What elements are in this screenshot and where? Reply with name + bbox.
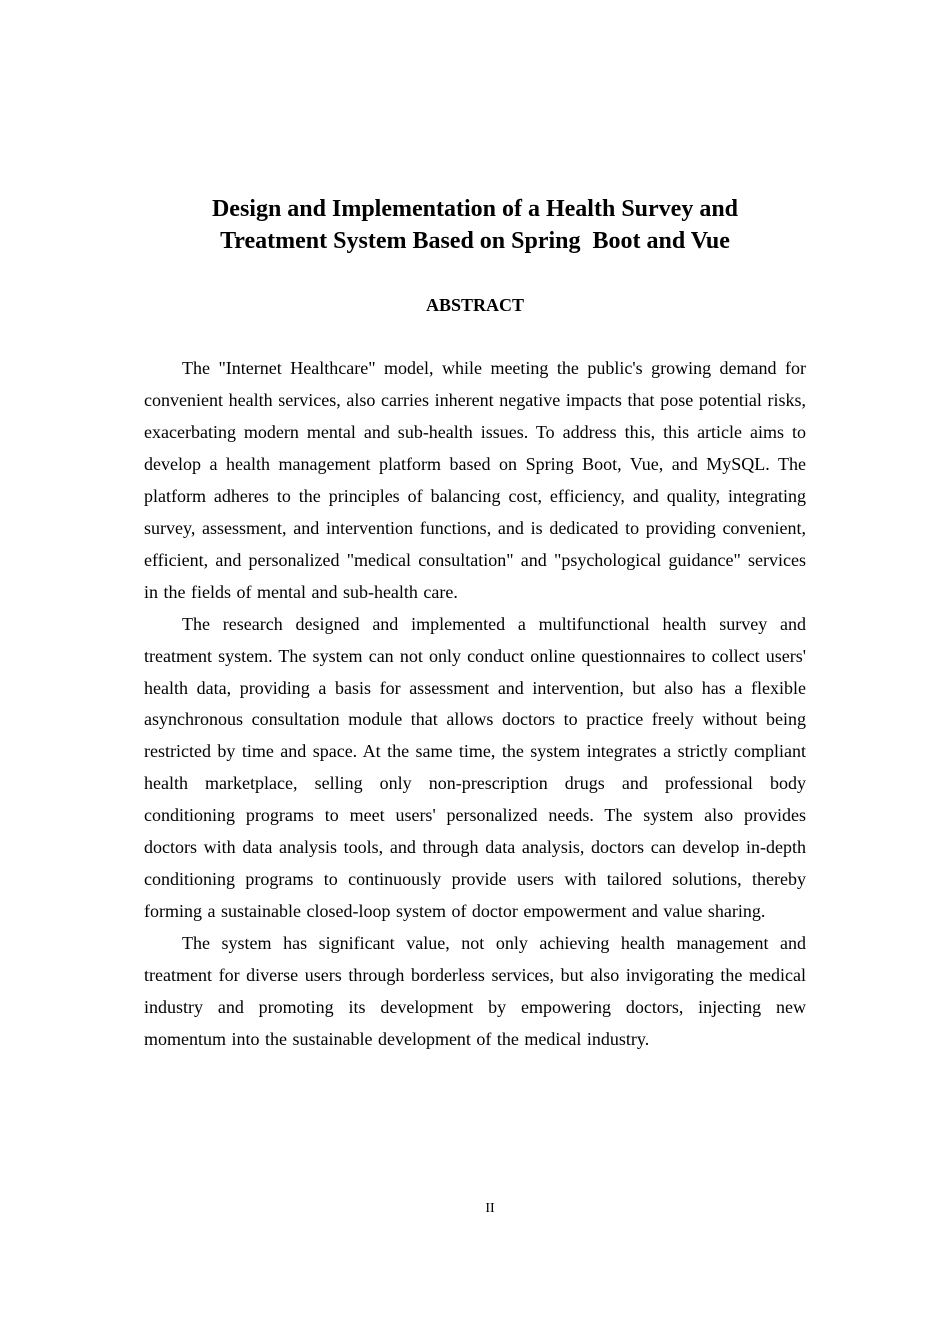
abstract-paragraph-1: The "Internet Healthcare" model, while meeting the public's growing demand for convenient health services, also carries inherent negative impacts that pose potential risks, exacerbating modern mental and sub-health issues. To address this, this article aims to develop a health management platform based on Spring Boot, Vue, and MySQL. The platform adheres to the principles of balancing cost, efficiency, and quality, integrating survey, assessment, and intervention functions, and is dedicated to providing convenient, efficient, and personalized "medical consultation" and "psychological guidance" services in the fields of mental and sub-health care.: [144, 358, 806, 602]
abstract-heading: ABSTRACT: [425, 295, 525, 315]
page-number: II: [485, 1201, 495, 1216]
abstract-paragraph-2: The research designed and implemented a multifunctional health survey and treatment system. The system can not only conduct online questionnaires to collect users' health data, providing a basis for assessment and intervention, but also has a flexible asynchronous consultation module that allows doctors to practice freely without being restricted by time and space. At the same time, the system integrates a strictly compliant health marketplace, selling only non-prescription drugs and professional body conditioning programs to meet users' personalized needs. The system also provides doctors with data analysis tools, and through data analysis, doctors can develop in-depth conditioning programs to continuously provide users with tailored solutions, thereby forming a sustainable closed-loop system of doctor empowerment and value sharing.: [144, 613, 806, 922]
paper-title-line-2: Treatment System Based on Spring Boot and Vue: [220, 228, 730, 254]
paper-title-line-1: Design and Implementation of a Health Survey and: [211, 196, 739, 222]
abstract-paragraph-3: The system has significant value, not only achieving health management and treatment for diverse users through borderless services, but also invigorating the medical industry and promoting its development by empowering doctors, injecting new momentum into the sustainable development of the medical industry.: [144, 933, 806, 1050]
paper-title: [145, 193, 805, 257]
abstract-body: [144, 353, 806, 1056]
